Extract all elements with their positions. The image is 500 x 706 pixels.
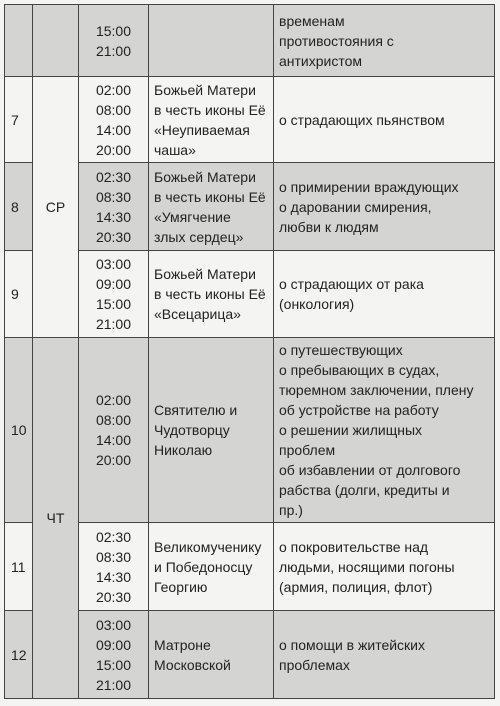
times-cell	[79, 77, 149, 163]
saint-line: Николаю	[154, 442, 213, 458]
saint-line: и Победоносцу	[154, 558, 253, 575]
prayer-intention-cell	[274, 338, 495, 523]
time-value: 08:00	[95, 412, 132, 428]
table-row	[5, 5, 495, 77]
saint-line: злых сердец»	[154, 228, 244, 245]
prayer-line: противостояния с	[279, 32, 394, 49]
prayer-intention-cell	[274, 251, 495, 338]
row-number-cell: 8	[5, 163, 33, 251]
row-number-cell: 12	[5, 611, 33, 699]
time-value: 21:00	[95, 676, 132, 693]
time-value: 14:30	[95, 568, 132, 585]
prayer-line: тюремном заключении, плену	[279, 382, 474, 398]
row-number-cell: 11	[5, 523, 33, 611]
time-value: 02:00	[95, 81, 132, 98]
prayer-intention-cell	[274, 77, 495, 163]
weekday-cell	[33, 5, 79, 77]
saint-line: Божьей Матери	[154, 81, 256, 98]
prayer-line: временам	[279, 12, 345, 29]
saint-cell	[149, 251, 274, 338]
table-row	[5, 523, 495, 611]
prayer-line: о решении жилищных	[279, 422, 423, 438]
time-value: 14:00	[95, 432, 132, 448]
time-value: 15:00	[95, 656, 132, 673]
time-value: 21:00	[95, 42, 132, 59]
time-value: 15:00	[95, 296, 132, 312]
prayer-schedule-table	[4, 4, 495, 699]
prayer-line: о пребывающих в судах,	[279, 362, 440, 378]
table-row	[5, 611, 495, 699]
prayer-line: проблем	[279, 442, 336, 458]
saint-line: чаша»	[154, 141, 196, 158]
time-value: 15:00	[95, 22, 132, 39]
time-value: 20:30	[95, 588, 132, 605]
prayer-line: рабства (долги, кредиты и	[279, 482, 450, 498]
table-row	[5, 77, 495, 163]
prayer-line: проблемах	[279, 656, 350, 673]
saint-line: Чудотворцу	[154, 422, 230, 438]
times-cell	[79, 163, 149, 251]
row-number-cell: 10	[5, 338, 33, 523]
prayer-line: (онкология)	[279, 296, 355, 312]
table-row	[5, 251, 495, 338]
times-cell	[79, 611, 149, 699]
time-value: 03:00	[95, 256, 132, 272]
saint-line: в честь иконы Её	[154, 101, 266, 118]
prayer-intention-cell	[274, 611, 495, 699]
saint-cell	[149, 163, 274, 251]
time-value: 21:00	[95, 316, 132, 332]
prayer-line: о примирении враждующих	[279, 178, 459, 195]
saint-cell	[149, 523, 274, 611]
weekday-cell: СР	[33, 77, 79, 338]
times-cell	[79, 523, 149, 611]
saint-line: в честь иконы Её	[154, 188, 266, 205]
time-value: 08:00	[95, 101, 132, 118]
prayer-line: пр.)	[279, 502, 303, 518]
prayer-line: (армия, полиция, флот)	[279, 578, 433, 595]
row-number-cell: 9	[5, 251, 33, 338]
row-number-cell	[5, 5, 33, 77]
saint-cell	[149, 77, 274, 163]
time-value: 02:00	[95, 392, 132, 408]
prayer-line: о помощи в житейских	[279, 636, 426, 653]
time-value: 20:00	[95, 141, 132, 158]
prayer-line: об избавлении от долгового	[279, 462, 461, 478]
times-cell	[79, 251, 149, 338]
time-value: 14:00	[95, 121, 132, 138]
time-value: 09:00	[95, 636, 132, 653]
weekday-cell: ЧТ	[33, 338, 79, 699]
saint-line: «Умягчение	[154, 208, 231, 225]
prayer-line: любви к людям	[279, 218, 379, 235]
prayer-line: о страдающих пьянством	[279, 111, 445, 128]
time-value: 02:30	[95, 528, 132, 545]
table-row	[5, 163, 495, 251]
times-cell	[79, 5, 149, 77]
prayer-line: людьми, носящими погоны	[279, 558, 455, 575]
time-value: 08:30	[95, 188, 132, 205]
saint-cell	[149, 338, 274, 523]
saint-line: «Всецарица»	[154, 306, 241, 322]
time-value: 09:00	[95, 276, 132, 292]
time-value: 08:30	[95, 548, 132, 565]
saint-line: Божьей Матери	[154, 168, 256, 185]
prayer-line: о страдающих от рака	[279, 276, 424, 292]
saint-cell	[149, 5, 274, 77]
saint-line: Великомученику	[154, 538, 262, 555]
time-value: 02:30	[95, 168, 132, 185]
prayer-intention-cell	[274, 163, 495, 251]
row-number-cell: 7	[5, 77, 33, 163]
saint-line: Московской	[154, 656, 231, 673]
prayer-line: о покровительстве над	[279, 538, 429, 555]
saint-line: в честь иконы Её	[154, 286, 266, 302]
prayer-line: о даровании смирения,	[279, 198, 432, 215]
prayer-line: антихристом	[279, 52, 363, 69]
time-value: 20:30	[95, 228, 132, 245]
prayer-intention-cell	[274, 5, 495, 77]
time-value: 20:00	[95, 452, 132, 468]
saint-line: Матроне	[154, 636, 211, 653]
saint-line: «Неупиваемая	[154, 121, 250, 138]
times-cell	[79, 338, 149, 523]
saint-cell	[149, 611, 274, 699]
saint-line: Георгию	[154, 578, 208, 595]
time-value: 14:30	[95, 208, 132, 225]
prayer-intention-cell	[274, 523, 495, 611]
prayer-line: об устройстве на работу	[279, 402, 439, 418]
prayer-line: о путешествующих	[279, 342, 403, 358]
saint-line: Божьей Матери	[154, 266, 256, 282]
saint-line: Святителю и	[154, 402, 238, 418]
time-value: 03:00	[95, 616, 132, 633]
table-row	[5, 338, 495, 523]
